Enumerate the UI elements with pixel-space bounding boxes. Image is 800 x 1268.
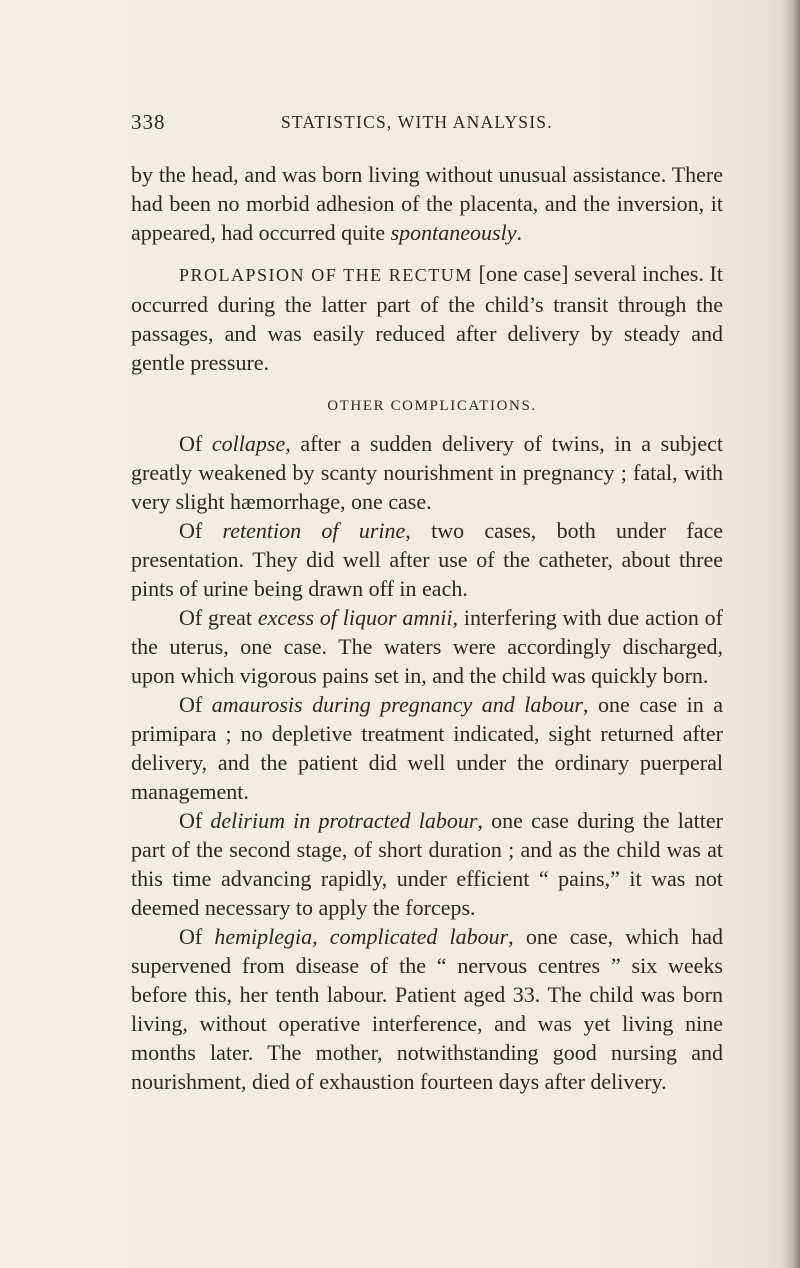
- paragraph-hemiplegia: [131, 922, 723, 1096]
- italic-term: excess of liquor amnii: [257, 605, 453, 630]
- paragraph-lead: Of great: [179, 605, 258, 630]
- paragraph-prolapsion: [131, 259, 723, 377]
- section-heading: OTHER COMPLICATIONS.: [327, 398, 537, 414]
- paragraph-text: , two cases, both under face presentation. They did well after use of the catheter, about three pints of urine being drawn off in each.: [131, 518, 723, 601]
- paragraph-liquor-amnii: [131, 603, 723, 690]
- paragraph-text: , interfering with due action of the uterus, one case. The waters were accordingly discharged, upon which vigorous pains set in, and the child was quickly born.: [131, 605, 723, 688]
- paragraph-text: [one case] several inches. It occurred during the latter part of the child’s transit through the passages, and was easily reduced after delivery by steady and gentle pressure.: [131, 261, 723, 375]
- spacer: [131, 247, 723, 259]
- paragraph-lead: Of: [179, 692, 212, 717]
- paragraph-text: by the head, and was born living without unusual assistance. There had been no morbid adhesion of the placenta, and the inversion, it appeared, had occurred quite: [131, 162, 723, 245]
- page-number: 338: [131, 110, 166, 134]
- italic-term: amaurosis during pregnancy and labour: [211, 692, 583, 717]
- paragraph-retention: [131, 516, 723, 603]
- paragraph-end: .: [516, 220, 522, 245]
- paragraph-text: , one case, which had supervened from disease of the “ nervous centres ” six weeks before this, her tenth labour. Patient aged 33. The child was born living, without operative interference, and was yet living nine months later. The mother, notwithstanding good nursing and nourishment, died of exhaustion fourteen days after delivery.: [131, 924, 723, 1094]
- paragraph-delirium: [131, 806, 723, 922]
- running-head: STATISTICS, WITH ANALYSIS.: [281, 112, 553, 132]
- paragraph-text: , one case in a primipara ; no depletive treatment indicated, sight returned after delivery, and the patient did well under the ordinary puerperal management.: [131, 692, 723, 804]
- italic-term: delirium in protracted labour: [210, 808, 478, 833]
- italic-term: retention of urine: [222, 518, 406, 543]
- paragraph-text: , one case during the latter part of the second stage, of short duration ; and as the child was at this time advancing rapidly, under efficient “ pains,” it was not deemed necessary to apply the forceps.: [131, 808, 723, 920]
- paragraph-lead: Of: [179, 518, 223, 543]
- paragraph-lead: Of: [179, 431, 212, 456]
- paragraph-continuation: [131, 160, 723, 247]
- paragraph-amaurosis: [131, 690, 723, 806]
- paragraph-lead: Of: [179, 808, 211, 833]
- italic-term: collapse: [211, 431, 286, 456]
- paragraph-text: , after a sudden delivery of twins, in a subject greatly weakened by scanty nourishment in pregnancy ; fatal, with very slight hæmorrhage, one case.: [131, 431, 723, 514]
- smallcaps-heading: PROLAPSION OF THE RECTUM: [179, 265, 473, 285]
- page-header: [131, 110, 721, 140]
- paragraph-lead: Of: [179, 924, 215, 949]
- italic-term: spontaneously: [390, 220, 517, 245]
- italic-term: hemiplegia, complicated labour: [214, 924, 509, 949]
- binding-shadow: [782, 0, 800, 1268]
- body-text: [131, 160, 723, 1096]
- paragraph-collapse: [131, 429, 723, 516]
